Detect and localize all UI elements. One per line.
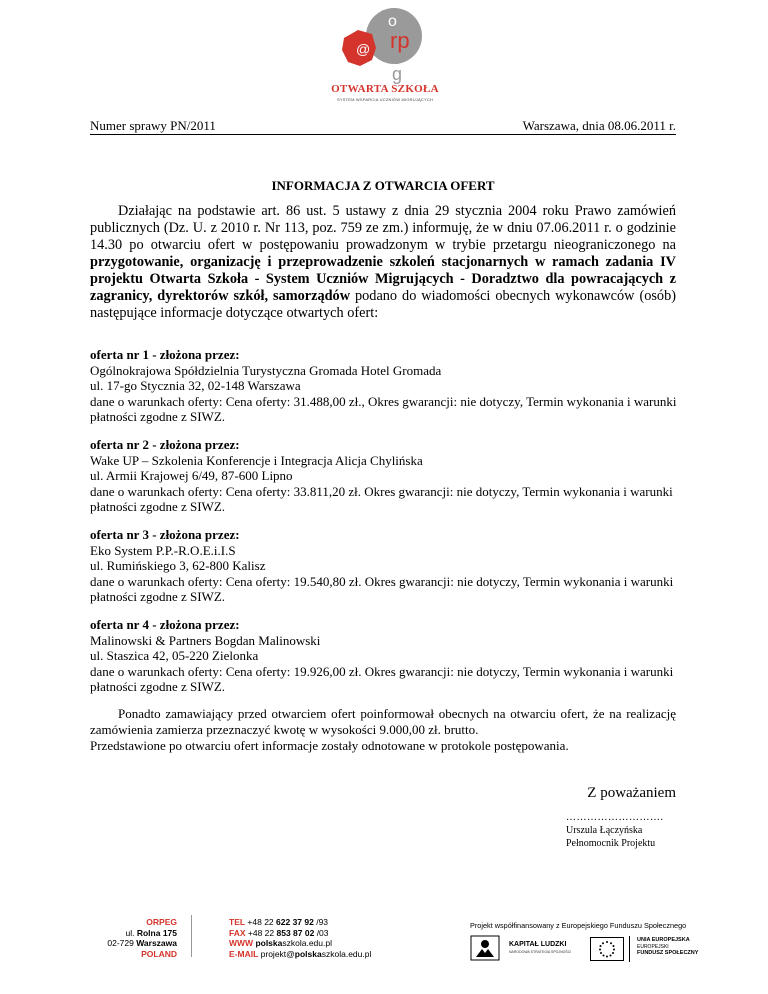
logo-letters-rp: rp: [390, 28, 410, 53]
offer-company: Ogólnokrajowa Spółdzielnia Turystyczna Gromada Hotel Gromada: [90, 362, 442, 378]
cofunding-note: Projekt współfinansowany z Europejskiego Funduszu Społecznego: [470, 921, 687, 930]
offer-block: [90, 527, 690, 605]
offer-address: ul. Rumińskiego 3, 62-800 Kalisz: [90, 558, 266, 574]
intro-bold-subject: przygotowanie, organizację i przeprowadzenie szkoleń stacjonarnych w ramach zadania IV projektu Otwarta Szkoła - System Uczniów Migrujących - Doradztwo dla powracających z zagranicy, dyrektorów szkół, samorządów: [90, 254, 676, 304]
eu-line-1: UNIA EUROPEJSKA: [637, 937, 690, 943]
fax-label: FAX: [229, 927, 246, 938]
footer-city-name: Warszawa: [136, 938, 177, 948]
closing-line-2: Przedstawione po otwarciu ofert informacje zostały odnotowane w protokole postępowania.: [90, 738, 569, 753]
offer-company: Malinowski & Partners Bogdan Malinowski: [90, 632, 321, 648]
logo-title: OTWARTA SZKOŁA: [331, 83, 439, 95]
at-icon: @: [356, 41, 371, 57]
offer-company: Eko System P.P.-R.O.E.i.I.S: [90, 542, 236, 558]
kapital-ludzki-icon: [470, 935, 500, 961]
regards: Z poważaniem: [587, 785, 676, 801]
fax-prefix: +48 22: [245, 927, 277, 938]
footer-org: ORPEG: [146, 917, 177, 927]
document-title: INFORMACJA Z OTWARCIA OFERT: [271, 178, 495, 193]
offer-address: ul. Armii Krajowej 6/49, 87-600 Lipno: [90, 468, 293, 484]
fax-number: 853 87 02: [276, 927, 315, 938]
footer-fax: [229, 928, 371, 939]
offer-terms: dane o warunkach oferty: Cena oferty: 33.811,20 zł. Okres gwarancji: nie dotyczy, Termin wykonania i warunki płatności zgodne z SIWZ.: [90, 483, 673, 515]
www-label: WWW: [229, 938, 254, 948]
footer-country: POLAND: [141, 948, 177, 959]
intro-paragraph: [90, 203, 676, 322]
offer-terms: dane o warunkach oferty: Cena oferty: 19.540,80 zł. Okres gwarancji: nie dotyczy, Termin wykonania i warunki płatności zgodne z SIWZ.: [90, 573, 674, 605]
email-rest: szkola.edu.pl: [321, 948, 372, 959]
kl-title: KAPITAŁ LUDZKI: [509, 941, 567, 948]
case-number: Numer sprawy PN/2011: [90, 118, 216, 133]
offer-heading: oferta nr 1 - złożona przez:: [90, 347, 240, 362]
tel-suffix: /93: [313, 917, 329, 927]
offer-block: [90, 617, 690, 695]
fax-suffix: /03: [314, 927, 329, 938]
eu-line-2: EUROPEJSKI: [637, 943, 669, 950]
offer-terms: dane o warunkach oferty: Cena oferty: 31.488,00 zł., Okres gwarancji: nie dotyczy, Termin wykonania i warunki płatności zgodne z SIWZ.: [90, 393, 677, 425]
www-bold: polska: [253, 938, 283, 948]
eu-divider: [629, 936, 630, 962]
footer-email[interactable]: [229, 949, 371, 960]
offer-heading: oferta nr 2 - złożona przez:: [90, 437, 240, 452]
tel-prefix: +48 22: [245, 917, 277, 927]
eu-label: [637, 937, 698, 957]
logo-subtitle: SYSTEM WSPARCIA UCZNIÓW MIGRUJĄCYCH: [336, 97, 434, 102]
email-pre: projekt@: [258, 948, 295, 959]
footer-street-prefix: ul.: [125, 927, 137, 938]
signatory-name: Urszula Łączyńska: [566, 825, 643, 836]
footer-divider: [191, 915, 192, 957]
footer-postal: 02-729: [107, 938, 137, 948]
signatory-role: Pełnomocnik Projektu: [566, 838, 656, 849]
eu-flag-icon: [590, 937, 624, 961]
footer-www[interactable]: [229, 938, 371, 949]
closing-line-1: Ponadto zamawiający przed otwarciem ofert poinformował obecnych na otwarciu ofert, że na realizację zamówienia zamierza przeznaczyć kwotę w wysokości 9.000,00 zł. brutto.: [90, 706, 676, 737]
offer-block: [90, 437, 690, 515]
footer-street-name: Rolna 175: [136, 927, 177, 938]
intro-text-2: podano do wiadomości obecnych wykonawców (osób) następujące informacje dotyczące otwartych ofert:: [90, 288, 676, 321]
offer-company: Wake UP – Szkolenia Konferencje i Integracja Alicja Chylińska: [90, 452, 423, 468]
footer-city: [88, 938, 177, 949]
eu-line-3: FUNDUSZ SPOŁECZNY: [637, 950, 699, 956]
signature-line: ……………………….: [566, 812, 664, 823]
email-bold: polska: [294, 948, 322, 959]
place-date: Warszawa, dnia 08.06.2011 r.: [522, 118, 676, 133]
footer-street: [88, 928, 177, 939]
footer-contact: [229, 917, 371, 959]
www-rest: szkola.edu.pl: [282, 938, 332, 948]
tel-label: TEL: [229, 917, 246, 927]
footer-address: [88, 917, 177, 959]
footer-tel: [229, 917, 371, 928]
tel-number: 622 37 92: [276, 917, 314, 927]
offer-address: ul. 17-go Stycznia 32, 02-148 Warszawa: [90, 378, 301, 394]
logo-letter-o: o: [388, 13, 397, 30]
offer-heading: oferta nr 3 - złożona przez:: [90, 527, 240, 542]
intro-text-1: Działając na podstawie art. 86 ust. 5 ustawy z dnia 29 stycznia 2004 roku Prawo zamówień publicznych (Dz. U. z 2010 r. Nr 113, poz. 759 ze zm.) informuję, że w dniu 07.06.2011 r. o godzinie 14.30 po otwarciu ofert w postępowaniu prowadzonym w trybie przetargu nieograniczonego na: [90, 203, 676, 253]
offer-heading: oferta nr 4 - złożona przez:: [90, 617, 240, 632]
offer-terms: dane o warunkach oferty: Cena oferty: 19.926,00 zł. Okres gwarancji: nie dotyczy, Termin wykonania i warunki płatności zgodne z SIWZ.: [90, 663, 674, 695]
offer-address: ul. Staszica 42, 05-220 Zielonka: [90, 648, 259, 664]
offer-block: [90, 347, 690, 425]
header-divider: [90, 134, 676, 135]
logo-letter-g: g: [392, 64, 403, 84]
logo-letter-e: e: [392, 48, 403, 68]
email-label: E-MAIL: [229, 948, 259, 959]
kl-subtitle: NARODOWA STRATEGIA SPÓJNOŚCI: [509, 950, 572, 954]
closing-paragraph: [90, 706, 676, 754]
